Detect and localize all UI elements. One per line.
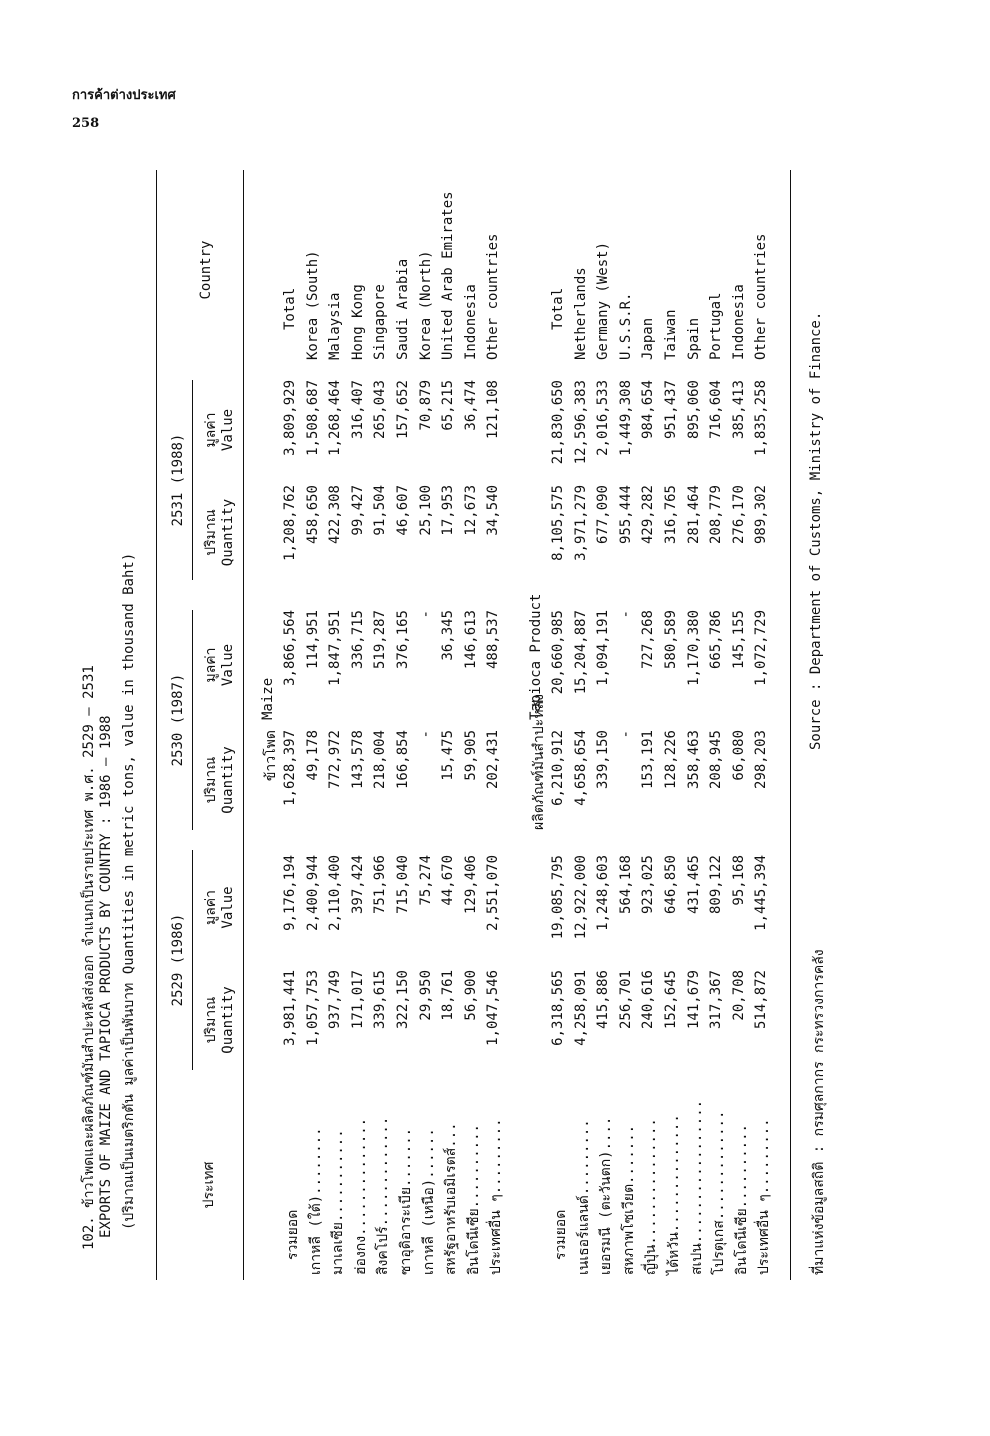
cell-value-2531: 1,449,308 [617,380,634,456]
cell-quantity-2530: 15,475 [440,730,457,781]
row-country-english: Korea (North) [417,250,434,360]
row-country-english: Singapore [372,284,389,360]
cell-quantity-2529: 6,318,565 [550,970,566,1046]
row-country-thai: เยอรมนี (ตะวันตก).... [598,1116,615,1275]
year-underline-2530 [192,610,193,830]
cell-value-2530: 519,287 [372,610,389,670]
cell-value-2530: 145,155 [730,610,747,670]
quantity-subheader-en: Quantity [220,986,236,1054]
cell-quantity-2529: 4,258,091 [572,970,589,1046]
year-underline-2529 [192,850,193,1070]
value-subheader-th: มูลค่า [203,412,219,448]
quantity-subheader-th: ปริมาณ [203,509,219,556]
cell-quantity-2531: 91,504 [372,485,389,536]
row-country-english: Korea (South) [304,250,321,360]
column-header-country-english: Country [198,240,214,300]
cell-value-2529: 646,850 [663,855,679,915]
cell-quantity-2530: 143,578 [349,730,366,790]
cell-quantity-2530: 358,463 [685,730,702,790]
cell-value-2530: 15,204,887 [572,610,589,695]
value-subheader-en: Value [220,408,236,452]
source-english: Source : Department of Customs, Ministry of Finance. [808,311,824,750]
quantity-subheader-th: ปริมาณ [203,996,219,1044]
cell-quantity-2529: 937,749 [327,970,344,1030]
cell-value-2530: 727,268 [640,610,657,670]
cell-quantity-2531: 276,170 [730,485,747,545]
cell-quantity-2529: 56,900 [462,970,479,1021]
cell-value-2530: 146,613 [462,610,479,670]
cell-quantity-2529: 256,701 [617,970,634,1030]
row-country-thai: สเปน................. [688,1099,705,1275]
cell-value-2531: 265,043 [372,380,389,440]
quantity-subheader-th: ปริมาณ [203,756,219,804]
year-underline-2531 [192,380,193,580]
cell-quantity-2529: 322,150 [395,970,411,1030]
cell-quantity-2530: 166,854 [395,730,411,790]
cell-quantity-2530: - [417,730,434,739]
quantity-subheader-en: Quantity [220,498,236,567]
cell-quantity-2531: 281,464 [685,485,702,545]
year-header-2529: 2529 (1986) [170,913,186,1007]
cell-quantity-2531: 17,953 [440,485,457,536]
cell-quantity-2530: 208,945 [708,730,725,790]
cell-quantity-2530: 128,226 [663,730,679,790]
cell-value-2530: 36,345 [440,610,457,661]
header-bottom-rule [243,170,244,1280]
quantity-subheader-en: Quantity [220,746,236,814]
cell-value-2531: 716,604 [708,380,725,440]
cell-value-2530: 376,165 [395,610,411,670]
source-thai: ที่มาแห่งข้อมูลสถิติ : กรมศุลกากร กระทรวงการคลัง [811,949,827,1275]
cell-quantity-2531: 429,282 [640,485,657,545]
cell-value-2531: 157,652 [395,380,411,440]
cell-quantity-2531: 316,765 [663,485,679,545]
cell-value-2529: 431,465 [685,855,702,915]
cell-quantity-2530: 339,150 [595,730,612,790]
cell-value-2529: 751,966 [372,855,389,915]
cell-quantity-2531: 458,650 [304,485,321,545]
cell-value-2529: 397,424 [349,855,366,915]
rotated-table-page [60,90,880,1370]
cell-value-2530: 1,094,191 [595,610,612,686]
value-subheader-th: มูลค่า [203,647,219,683]
cell-value-2529: 19,085,795 [550,855,566,940]
cell-quantity-2531: 12,673 [462,485,479,536]
cell-value-2529: 923,025 [640,855,657,915]
row-country-thai: รวมยอด [553,1209,569,1260]
cell-quantity-2529: 20,708 [730,970,747,1021]
cell-quantity-2530: 66,080 [730,730,747,781]
row-country-english: Hong Kong [349,284,366,360]
cell-quantity-2529: 171,017 [349,970,366,1030]
table-title-english: EXPORTS OF MAIZE AND TAPIOCA PRODUCTS BY COUNTRY : 1986 – 1988 [98,715,114,1238]
table-title-thai: 102. ข้าวโพดและผลิตภัณฑ์มันสำปะหลังส่งออก จำแนกเป็นรายประเทศ พ.ศ. 2529 – 2531 [81,665,97,1250]
cell-value-2529: 2,551,070 [485,855,502,931]
cell-value-2531: 1,835,258 [753,380,770,456]
row-country-english: Indonesia [462,284,479,360]
cell-value-2531: 121,108 [485,380,502,440]
row-country-thai: ประเทศอื่น ๆ......... [488,1118,505,1275]
cell-quantity-2529: 339,615 [372,970,389,1030]
cell-value-2530: 336,715 [349,610,366,670]
cell-quantity-2531: 955,444 [617,485,634,545]
cell-quantity-2531: 677,090 [595,485,612,545]
row-country-english: Spain [685,317,702,360]
cell-value-2531: 385,413 [730,380,747,440]
cell-value-2529: 75,274 [417,855,434,906]
cell-quantity-2530: - [617,730,634,739]
row-country-english: Indonesia [730,284,747,360]
cell-quantity-2530: 4,658,654 [572,730,589,806]
table-top-rule [156,170,157,1280]
row-country-english: Taiwan [663,309,679,360]
cell-quantity-2531: 422,308 [327,485,344,545]
cell-value-2530: 1,072,729 [753,610,770,686]
cell-value-2531: 21,830,650 [550,380,566,465]
cell-quantity-2531: 208,779 [708,485,725,545]
year-header-2531: 2531 (1988) [170,433,186,527]
row-country-thai: เกาหลี (ใต้)........ [307,1127,324,1275]
cell-quantity-2529: 141,679 [685,970,702,1030]
row-country-thai: เกาหลี (เหนือ)...... [420,1128,437,1275]
row-country-thai: อินโดนีเซีย.......... [465,1124,482,1275]
row-country-thai: สหรัฐอาหรับเอมิเรตส์... [443,1122,460,1275]
cell-value-2529: 129,406 [462,855,479,915]
cell-quantity-2531: 34,540 [485,485,502,536]
row-country-english: Malaysia [327,292,344,360]
row-country-english: Total [550,287,566,330]
row-country-english: Saudi Arabia [395,258,411,360]
cell-value-2530: 488,537 [485,610,502,670]
cell-quantity-2529: 18,761 [440,970,457,1021]
row-country-english: United Arab Emirates [440,191,457,360]
cell-quantity-2530: 218,004 [372,730,389,790]
cell-value-2529: 44,670 [440,855,457,906]
row-country-thai: มาเลเซีย........... [330,1129,347,1275]
row-country-thai: ไต้หวัน.............. [666,1114,682,1275]
cell-quantity-2530: 153,191 [640,730,657,790]
row-country-english: Germany (West) [595,241,612,360]
cell-value-2530: 580,589 [663,610,679,670]
row-country-thai: ประเทศอื่น ๆ......... [756,1118,773,1275]
cell-quantity-2531: 25,100 [417,485,434,536]
cell-quantity-2529: 514,872 [753,970,770,1030]
cell-value-2531: 951,437 [663,380,679,440]
cell-value-2531: 3,809,929 [282,380,298,456]
cell-quantity-2530: 298,203 [753,730,770,790]
cell-quantity-2529: 3,981,441 [282,970,298,1046]
cell-value-2530: - [617,610,634,619]
row-country-thai: ซาอุดิอาระเบีย....... [398,1127,414,1275]
cell-value-2529: 2,110,400 [327,855,344,931]
cell-quantity-2529: 317,367 [708,970,725,1030]
cell-quantity-2529: 1,047,546 [485,970,502,1046]
cell-value-2531: 65,215 [440,380,457,431]
cell-value-2529: 12,922,000 [572,855,589,940]
row-country-english: Other countries [485,233,502,360]
cell-value-2531: 1,268,464 [327,380,344,456]
section-label-english: Tapioca Product [528,593,544,720]
cell-quantity-2529: 1,057,753 [304,970,321,1046]
value-subheader-th: มูลค่า [203,889,219,926]
page-number: 258 [72,116,100,131]
section-label-thai: ข้าวโพด [263,730,279,782]
cell-value-2529: 715,040 [395,855,411,915]
row-country-english: Netherlands [572,267,589,360]
cell-value-2531: 12,596,383 [572,380,589,465]
row-country-english: Portugal [708,292,725,360]
cell-value-2530: 114,951 [304,610,321,670]
cell-quantity-2529: 152,645 [663,970,679,1030]
section-label-english: Maize [260,677,276,720]
cell-value-2529: 95,168 [730,855,747,906]
cell-value-2531: 2,016,533 [595,380,612,456]
row-country-thai: สหภาพโซเวียต....... [620,1124,637,1275]
cell-value-2531: 1,508,687 [304,380,321,456]
column-header-country-thai: ประเทศ [201,1161,217,1209]
table-bottom-rule [790,170,791,1280]
cell-quantity-2529: 29,950 [417,970,434,1021]
cell-quantity-2530: 1,628,397 [282,730,298,806]
cell-value-2531: 984,654 [640,380,657,440]
value-subheader-en: Value [220,886,236,929]
cell-value-2530: 1,847,951 [327,610,344,686]
cell-quantity-2531: 8,105,575 [550,485,566,561]
cell-value-2531: 36,474 [462,380,479,431]
section-label-thai: ผลิตภัณฑ์มันสำปะหลัง [531,694,547,830]
row-country-english: Other countries [753,233,770,360]
cell-value-2530: 3,866,564 [282,610,298,686]
row-country-thai: สิงคโปร์............. [375,1116,392,1275]
cell-quantity-2530: 59,905 [462,730,479,781]
row-country-thai: ญี่ปุ่น............... [643,1118,660,1275]
cell-quantity-2530: 772,972 [327,730,344,790]
cell-quantity-2531: 989,302 [753,485,770,545]
cell-quantity-2529: 240,616 [640,970,657,1030]
cell-quantity-2531: 46,607 [395,485,411,536]
page-section-header: การค้าต่างประเทศ [72,88,176,103]
year-header-2530: 2530 (1987) [170,673,186,767]
cell-quantity-2530: 49,178 [304,730,321,781]
cell-quantity-2530: 202,431 [485,730,502,790]
cell-value-2530: 1,170,380 [685,610,702,686]
cell-value-2531: 316,407 [349,380,366,440]
row-country-thai: อินโดนีเซีย.......... [733,1124,750,1275]
row-country-english: Japan [640,317,657,360]
cell-quantity-2531: 99,427 [349,485,366,536]
cell-value-2529: 809,122 [708,855,725,915]
row-country-english: U.S.S.R. [617,292,634,360]
row-country-english: Total [282,287,298,330]
cell-value-2531: 70,879 [417,380,434,431]
cell-value-2529: 9,176,194 [282,855,298,931]
cell-value-2529: 1,445,394 [753,855,770,931]
row-country-thai: รวมยอด [285,1209,301,1260]
value-subheader-en: Value [220,643,236,687]
cell-value-2530: 665,786 [708,610,725,670]
row-country-thai: ฮ่องกง.............. [352,1117,369,1275]
cell-value-2529: 2,400,944 [304,855,321,931]
cell-value-2529: 1,248,603 [595,855,612,931]
cell-value-2529: 564,168 [617,855,634,915]
cell-value-2530: 20,660,985 [550,610,566,695]
cell-quantity-2531: 3,971,279 [572,485,589,561]
cell-value-2530: - [417,610,434,619]
cell-quantity-2530: 6,210,912 [550,730,566,806]
cell-value-2531: 895,060 [685,380,702,440]
row-country-thai: โปรตุเกส............. [711,1110,728,1275]
row-country-thai: เนเธอร์แลนด์......... [575,1119,592,1275]
cell-quantity-2531: 1,208,762 [282,485,298,561]
table-units-note: (ปริมาณเป็นเมตริกตัน มูลค่าเป็นพันบาท Quantities in metric tons, value in thousand Baht) [121,552,137,1230]
cell-quantity-2529: 415,886 [595,970,612,1030]
